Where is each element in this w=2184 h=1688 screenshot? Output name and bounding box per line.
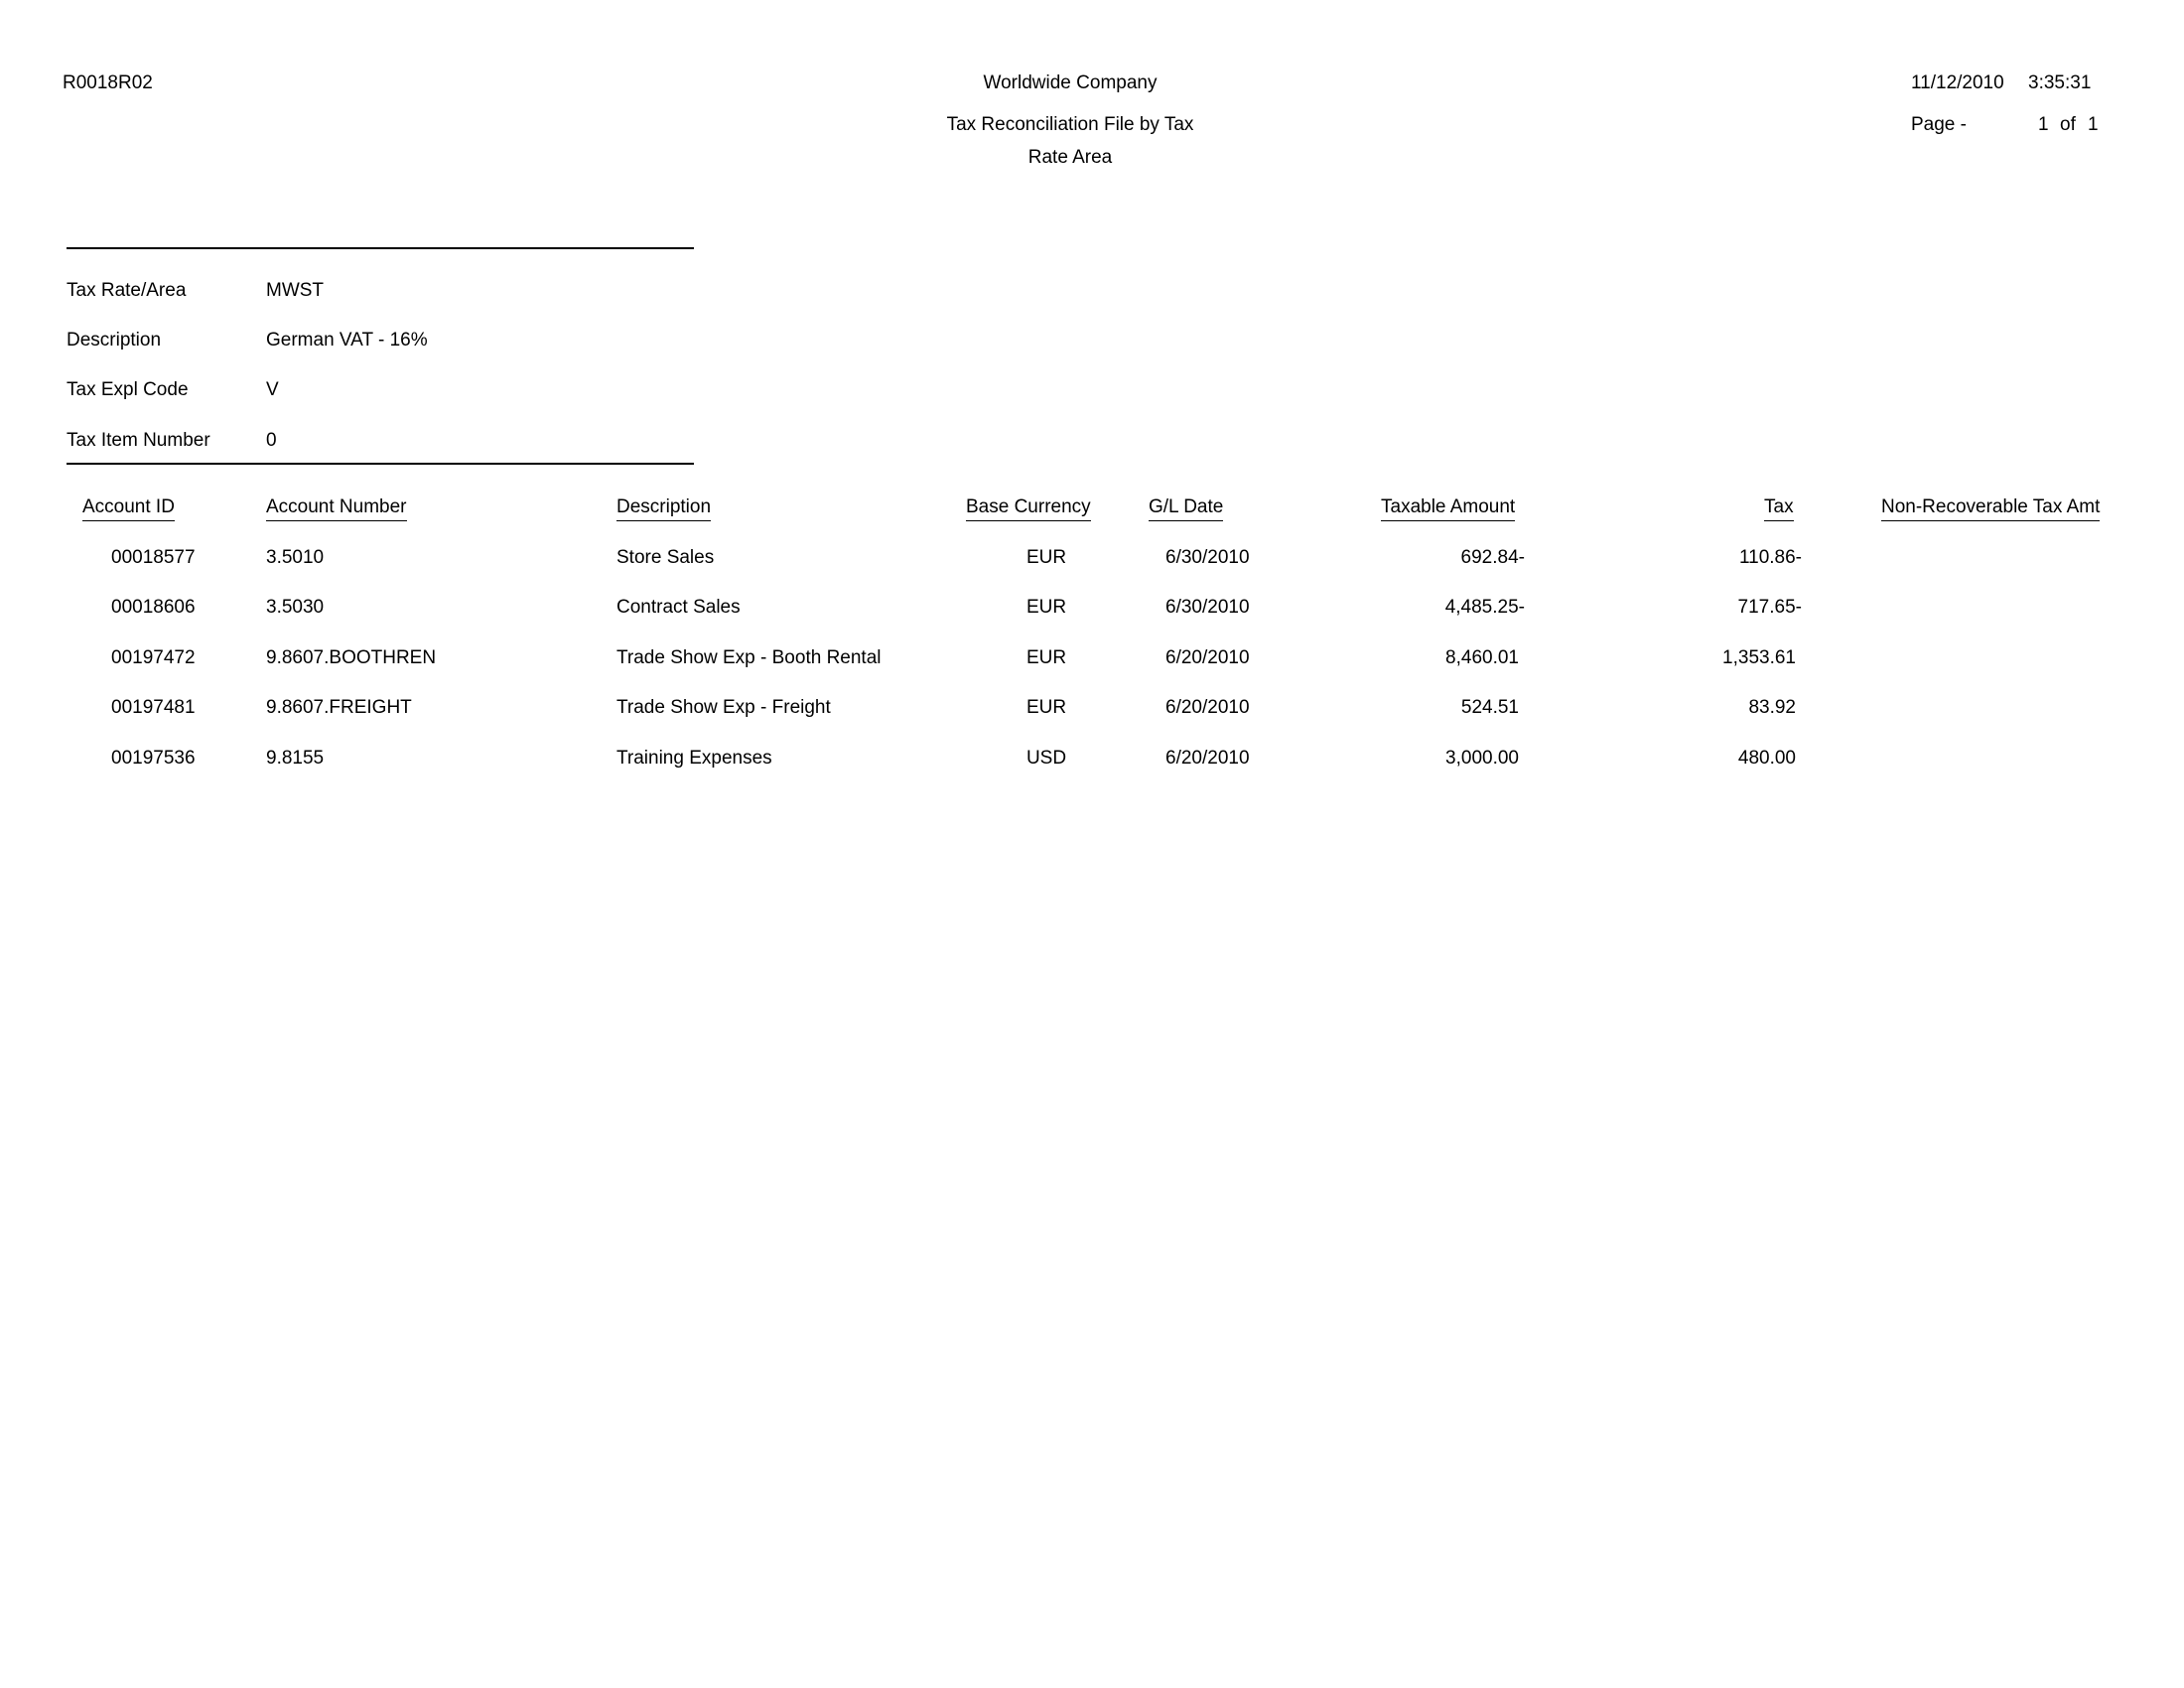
cell-account-number: 3.5030 xyxy=(266,597,325,618)
cell-account-id: 00197481 xyxy=(111,697,196,718)
report-title-line2: Rate Area xyxy=(1027,147,1113,168)
tax-rate-area-value: MWST xyxy=(266,280,325,301)
description-label: Description xyxy=(67,330,162,351)
cell-tax: 717.65- xyxy=(1737,597,1802,618)
report-program-id: R0018R02 xyxy=(63,72,153,93)
cell-account-number: 9.8155 xyxy=(266,748,325,769)
cell-account-id: 00018577 xyxy=(111,547,196,568)
cell-gl-date: 6/20/2010 xyxy=(1165,647,1250,668)
col-taxable-amount: Taxable Amount xyxy=(1381,497,1515,521)
col-account-id: Account ID xyxy=(82,497,175,521)
cell-tax: 83.92 xyxy=(1748,697,1796,718)
cell-tax: 480.00 xyxy=(1737,748,1796,769)
cell-taxable-amount: 524.51 xyxy=(1460,697,1519,718)
col-account-number: Account Number xyxy=(266,497,407,521)
cell-currency: EUR xyxy=(1025,597,1067,618)
cell-gl-date: 6/20/2010 xyxy=(1165,748,1250,769)
cell-taxable-amount: 3,000.00 xyxy=(1445,748,1519,769)
report-date: 11/12/2010 xyxy=(1911,72,2004,93)
cell-account-number: 3.5010 xyxy=(266,547,325,568)
cell-account-number: 9.8607.FREIGHT xyxy=(266,697,412,718)
cell-description: Training Expenses xyxy=(616,748,772,769)
cell-taxable-amount: 4,485.25- xyxy=(1444,597,1525,618)
cell-tax: 110.86- xyxy=(1738,547,1802,568)
description-value: German VAT - 16% xyxy=(266,330,428,351)
cell-currency: EUR xyxy=(1025,547,1067,568)
tax-rate-area-label: Tax Rate/Area xyxy=(67,280,187,301)
cell-description: Trade Show Exp - Freight xyxy=(616,697,831,718)
cell-account-id: 00018606 xyxy=(111,597,196,618)
cell-currency: EUR xyxy=(1025,697,1067,718)
page-label: Page - xyxy=(1911,114,1967,135)
cell-taxable-amount: 692.84- xyxy=(1460,547,1525,568)
tax-item-number-label: Tax Item Number xyxy=(67,430,210,451)
cell-tax: 1,353.61 xyxy=(1722,647,1796,668)
page-of-label: of xyxy=(2060,114,2076,135)
col-non-recoverable-tax-amt: Non-Recoverable Tax Amt xyxy=(1881,497,2100,521)
col-tax: Tax xyxy=(1764,497,1794,521)
tax-item-number-value: 0 xyxy=(266,430,277,451)
cell-account-id: 00197472 xyxy=(111,647,196,668)
cell-description: Contract Sales xyxy=(616,597,741,618)
cell-taxable-amount: 8,460.01 xyxy=(1445,647,1519,668)
tax-expl-code-value: V xyxy=(266,379,279,400)
page-number: 1 xyxy=(2038,114,2049,135)
cell-account-number: 9.8607.BOOTHREN xyxy=(266,647,437,668)
cell-gl-date: 6/30/2010 xyxy=(1165,547,1250,568)
page-total: 1 xyxy=(2088,114,2099,135)
col-gl-date: G/L Date xyxy=(1149,497,1223,521)
report-title-line1: Tax Reconciliation File by Tax xyxy=(946,114,1194,135)
header-bottom-divider xyxy=(67,463,694,465)
header-top-divider xyxy=(67,247,694,249)
cell-gl-date: 6/20/2010 xyxy=(1165,697,1250,718)
cell-account-id: 00197536 xyxy=(111,748,196,769)
col-description: Description xyxy=(616,497,711,521)
cell-currency: USD xyxy=(1025,748,1067,769)
company-name: Worldwide Company xyxy=(983,72,1158,93)
tax-expl-code-label: Tax Expl Code xyxy=(67,379,189,400)
cell-gl-date: 6/30/2010 xyxy=(1165,597,1250,618)
cell-description: Store Sales xyxy=(616,547,715,568)
col-base-currency: Base Currency xyxy=(966,497,1091,521)
cell-currency: EUR xyxy=(1025,647,1067,668)
cell-description: Trade Show Exp - Booth Rental xyxy=(616,647,882,668)
report-time: 3:35:31 xyxy=(2028,72,2092,93)
